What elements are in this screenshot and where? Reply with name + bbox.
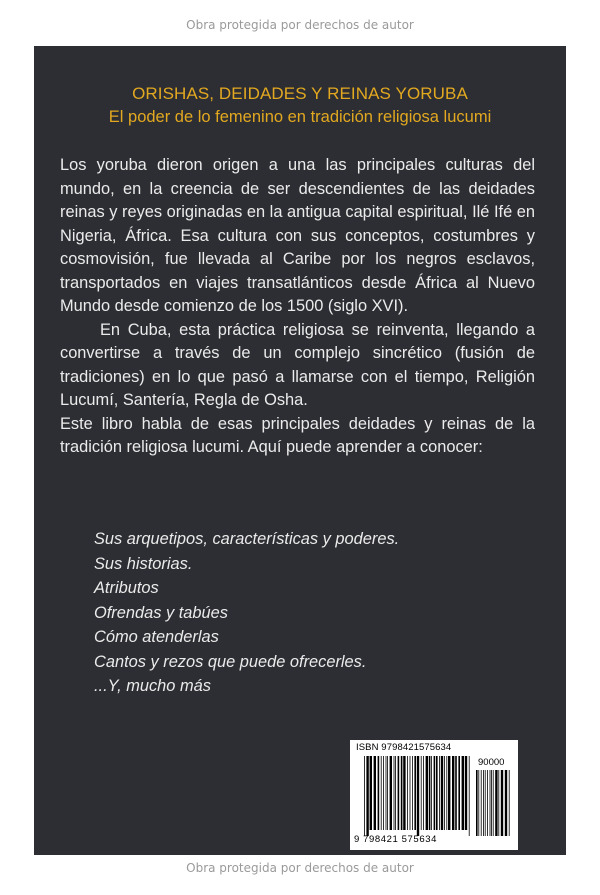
synopsis bbox=[60, 154, 535, 460]
price-addon-code: 90000 bbox=[478, 757, 505, 768]
list-item: ...Y, mucho más bbox=[94, 677, 211, 695]
barcode-bar bbox=[487, 770, 488, 836]
barcode-bar bbox=[398, 756, 400, 830]
barcode-bar bbox=[485, 770, 486, 836]
barcode-bar bbox=[407, 756, 408, 830]
barcode-bar bbox=[426, 756, 428, 830]
barcode-bar bbox=[501, 770, 503, 836]
list-item: Atributos bbox=[94, 579, 159, 597]
barcode-bar bbox=[493, 770, 494, 836]
barcode-digits: 9 798421 575634 bbox=[354, 834, 437, 845]
barcode-bar bbox=[439, 756, 440, 830]
list-item: Ofrendas y tabúes bbox=[94, 603, 228, 622]
barcode-bar bbox=[364, 756, 365, 836]
book-subtitle: El poder de lo femenino en tradición religiosa lucumi bbox=[108, 108, 492, 126]
synopsis-paragraph-3: Este libro habla de esas principales deidades y reinas de la tradición religiosa lucumi. Aquí puede aprender a conocer: bbox=[60, 414, 535, 456]
list-item: Cómo atenderlas bbox=[94, 628, 219, 646]
barcode-bar bbox=[414, 756, 416, 830]
barcode-bar bbox=[441, 756, 443, 830]
barcode-bar bbox=[387, 756, 388, 830]
barcode-bar bbox=[370, 756, 372, 830]
barcode-bar bbox=[490, 770, 491, 836]
contents-list bbox=[94, 527, 399, 699]
barcode-bar bbox=[383, 756, 384, 830]
barcode-bar bbox=[423, 756, 424, 830]
synopsis-paragraph-2: En Cuba, esta práctica religiosa se reinventa, llegando a convertirse a través de un complejo sincrético (fusión de tradiciones) en lo que pasó a llamarse con el tiempo, Religión Lucumí, Santería, Regla de Osha. bbox=[60, 320, 535, 409]
barcode-bar bbox=[446, 756, 447, 830]
barcode-bar bbox=[412, 756, 413, 830]
barcode-bar bbox=[395, 756, 396, 830]
barcode-bar bbox=[410, 756, 411, 830]
barcode-bar bbox=[509, 770, 510, 836]
barcode-bar bbox=[458, 756, 460, 830]
barcode-bar bbox=[505, 770, 507, 836]
barcode-bar bbox=[469, 756, 470, 836]
isbn-number: ISBN 9798421575634 bbox=[356, 742, 452, 753]
barcode-bar bbox=[429, 756, 431, 830]
barcode-bar bbox=[478, 770, 479, 836]
list-item: Sus arquetipos, características y poderes. bbox=[94, 530, 400, 548]
back-cover bbox=[34, 46, 566, 855]
barcode-bar bbox=[498, 770, 499, 836]
barcode-bar bbox=[421, 756, 422, 830]
barcode-bar bbox=[381, 756, 382, 830]
barcode-bar bbox=[390, 756, 392, 830]
barcode-bar bbox=[455, 756, 457, 830]
copyright-watermark-top: Obra protegida por derechos de autor bbox=[186, 18, 414, 32]
barcode-bar bbox=[444, 756, 445, 830]
list-item: Cantos y rezos que puede ofrecerles. bbox=[94, 652, 367, 671]
barcode-bar bbox=[431, 756, 432, 830]
barcode-bar bbox=[434, 756, 436, 830]
barcode-bar bbox=[476, 770, 478, 836]
barcode-bar bbox=[386, 756, 387, 830]
barcode-bar bbox=[436, 756, 438, 830]
barcode-bar bbox=[417, 756, 419, 836]
barcode-bar bbox=[491, 770, 492, 836]
book-title: ORISHAS, DEIDADES Y REINAS YORUBA bbox=[132, 84, 468, 103]
barcode-bar bbox=[483, 770, 484, 836]
barcode-bar bbox=[394, 756, 395, 830]
barcode-bar bbox=[448, 756, 450, 830]
synopsis-paragraph-1: Los yoruba dieron origen a una las principales culturas del mundo, en la creencia de ser descendientes de las deidades reinas y reyes originadas en la antigua capital espiritual, Ilé Ifé en Nigeria, África. Esa cultura con sus conceptos, costumbres y cosmovisión, fue llevada al Caribe por los negros esclavos, transportados en viajes transatlánticos desde África al Nuevo Mundo desde comienzo de los 1500 (siglo XVI). bbox=[60, 156, 535, 315]
barcode-bar bbox=[378, 756, 380, 830]
barcode-bar bbox=[495, 770, 497, 836]
barcode-bar bbox=[462, 756, 464, 830]
barcode-bar bbox=[481, 770, 482, 836]
isbn-barcode bbox=[350, 740, 518, 850]
barcode-bar bbox=[465, 756, 467, 830]
barcode-bar bbox=[403, 756, 405, 830]
copyright-watermark-bottom: Obra protegida por derechos de autor bbox=[186, 861, 414, 875]
list-item: Sus historias. bbox=[94, 554, 193, 573]
barcode-bar bbox=[374, 756, 376, 830]
barcode-bar bbox=[401, 756, 403, 830]
barcode-bar bbox=[452, 756, 454, 830]
barcode-bar bbox=[366, 756, 368, 836]
